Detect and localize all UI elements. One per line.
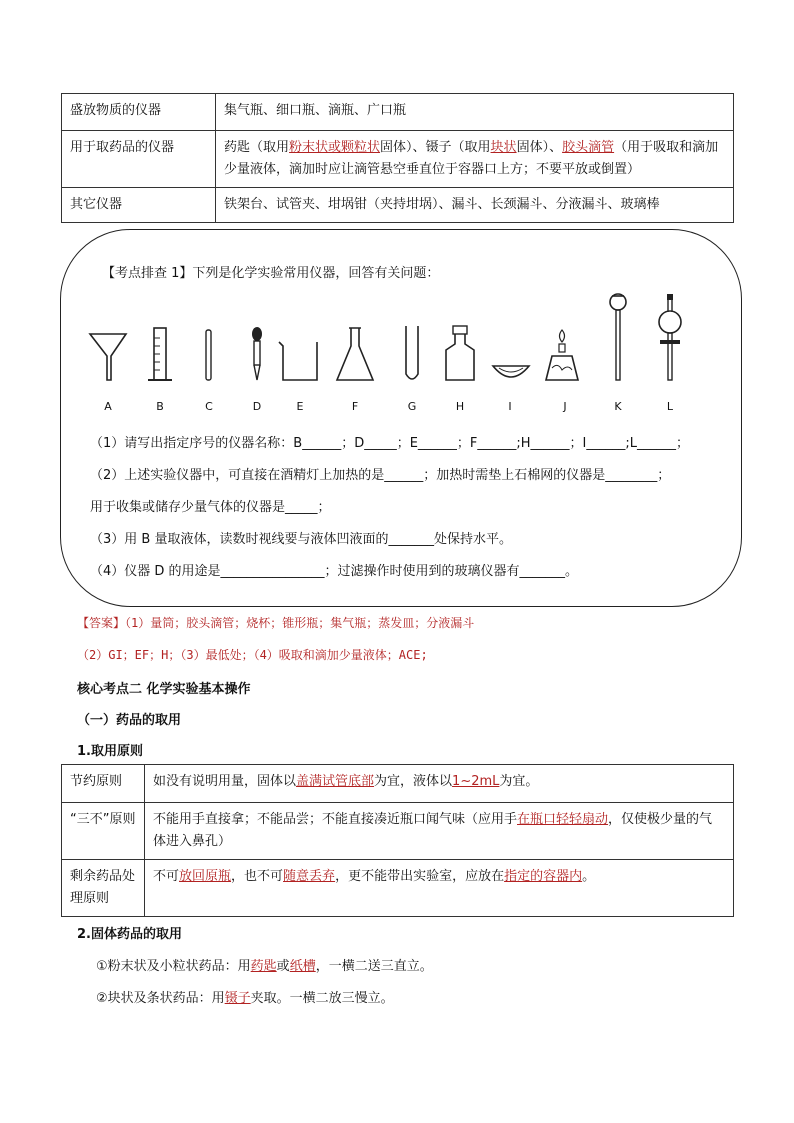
row-label: 用于取药品的仪器 bbox=[62, 131, 216, 188]
text-segment: 不能用手直接拿；不能品尝；不能直接凑近瓶口闻气味（应用手 bbox=[153, 812, 518, 827]
text-segment: ，也不可 bbox=[231, 869, 284, 884]
instrument-table bbox=[61, 93, 734, 223]
exam-box bbox=[60, 229, 742, 607]
row-label: “三不”原则 bbox=[62, 803, 145, 860]
underlined-term: 盖满试管底部 bbox=[296, 774, 375, 789]
text-segment: 或 bbox=[276, 959, 290, 974]
text-segment: 如没有说明用量，固体以 bbox=[153, 774, 297, 789]
section-heading: 核心考点二 化学实验基本操作 bbox=[77, 682, 251, 697]
label-b: B bbox=[156, 400, 164, 413]
long-neck-funnel-icon bbox=[594, 292, 642, 384]
separatory-funnel-icon bbox=[646, 292, 694, 384]
table-row bbox=[62, 860, 734, 917]
underlined-term: 指定的容器内 bbox=[504, 869, 583, 884]
table-row bbox=[62, 188, 734, 223]
answer-line-2: （2）GI；EF；H；（3）最低处；（4）吸取和滴加少量液体；ACE; bbox=[77, 648, 428, 662]
label-l: L bbox=[666, 400, 674, 413]
table-row bbox=[62, 94, 734, 131]
underlined-term: 块状 bbox=[490, 140, 517, 155]
row-content bbox=[145, 803, 734, 860]
label-h: H bbox=[455, 400, 465, 413]
solid-heading: 2.固体药品的取用 bbox=[77, 927, 182, 942]
row-label: 其它仪器 bbox=[62, 188, 216, 223]
underlined-term: 1~2mL bbox=[452, 774, 500, 789]
row-content bbox=[145, 860, 734, 917]
text-segment: 固体）、 bbox=[516, 140, 563, 155]
principle-heading: 1.取用原则 bbox=[77, 744, 143, 759]
question-4: （4）仪器 D 的用途是________________；过滤操作时使用到的玻璃仪器有_______。 bbox=[90, 564, 579, 579]
alcohol-lamp-icon bbox=[538, 322, 586, 384]
table-row bbox=[62, 765, 734, 803]
row-label: 盛放物质的仪器 bbox=[62, 94, 216, 131]
underlined-term: 随意丢弃 bbox=[283, 869, 336, 884]
solid-line-1 bbox=[96, 955, 433, 974]
label-i: I bbox=[508, 400, 512, 413]
text-segment: 铁架台、试管夹、坩埚钳（夹持坩埚）、漏斗、长颈漏斗、分液漏斗、玻璃棒 bbox=[224, 197, 660, 212]
label-e: E bbox=[296, 400, 304, 413]
text-segment: 为宜，液体以 bbox=[374, 774, 453, 789]
principle-table bbox=[61, 764, 734, 917]
text-segment: ，一横二送三直立。 bbox=[315, 959, 433, 974]
underlined-term: 胶头滴管 bbox=[562, 140, 615, 155]
evaporating-dish-icon bbox=[487, 322, 535, 384]
text-segment: ②块状及条状药品：用 bbox=[96, 991, 225, 1006]
text-segment: 集气瓶、细口瓶、滴瓶、广口瓶 bbox=[224, 103, 407, 118]
solid-line-2 bbox=[96, 987, 394, 1006]
text-segment: 为宜。 bbox=[499, 774, 539, 789]
test-tube-icon bbox=[388, 322, 436, 384]
row-content bbox=[216, 131, 734, 188]
label-a: A bbox=[104, 400, 112, 413]
underlined-term: 放回原瓶 bbox=[179, 869, 232, 884]
graduated-cylinder-icon bbox=[136, 322, 184, 384]
label-j: J bbox=[563, 400, 567, 413]
beaker-icon bbox=[275, 322, 323, 384]
label-c: C bbox=[205, 400, 213, 413]
text-segment: ，仅使极少量的气体进入鼻孔） bbox=[153, 812, 713, 849]
row-label: 节约原则 bbox=[62, 765, 145, 803]
table-row bbox=[62, 131, 734, 188]
question-1: （1）请写出指定序号的仪器名称：B______；D_____；E______；F______;H______；I______;L______； bbox=[90, 436, 690, 451]
text-segment: 不可 bbox=[153, 869, 180, 884]
glass-rod-icon bbox=[185, 322, 233, 384]
text-segment: 固体）、镊子（取用 bbox=[380, 140, 491, 155]
text-segment: ，更不能带出实验室，应放在 bbox=[335, 869, 505, 884]
question-2b: 用于收集或储存少量气体的仪器是_____； bbox=[90, 500, 331, 515]
label-g: G bbox=[407, 400, 417, 413]
label-f: F bbox=[351, 400, 359, 413]
subsection-heading: （一）药品的取用 bbox=[77, 713, 182, 728]
conical-flask-icon bbox=[331, 322, 379, 384]
question-2a: （2）上述实验仪器中，可直接在酒精灯上加热的是______；加热时需垫上石棉网的仪器是________； bbox=[90, 468, 671, 483]
underlined-term: 纸槽 bbox=[289, 959, 316, 974]
underlined-term: 药匙 bbox=[250, 959, 277, 974]
dropper-icon bbox=[233, 322, 281, 384]
row-content bbox=[216, 188, 734, 223]
label-d: D bbox=[252, 400, 262, 413]
gas-jar-icon bbox=[436, 322, 484, 384]
exam-title: 【考点排查 1】下列是化学实验常用仪器，回答有关问题： bbox=[102, 266, 440, 281]
underlined-term: 镊子 bbox=[224, 991, 251, 1006]
label-k: K bbox=[614, 400, 622, 413]
row-content bbox=[216, 94, 734, 131]
row-label: 剩余药品处理原则 bbox=[62, 860, 145, 917]
table-row bbox=[62, 803, 734, 860]
text-segment: 药匙（取用 bbox=[224, 140, 290, 155]
question-3: （3）用 B 量取液体，读数时视线要与液体凹液面的_______处保持水平。 bbox=[90, 532, 512, 547]
answer-line-1: 【答案】（1）量筒；胶头滴管；烧杯；锥形瓶；集气瓶；蒸发皿；分液漏斗 bbox=[77, 616, 475, 630]
row-content bbox=[145, 765, 734, 803]
text-segment: ①粉末状及小粒状药品：用 bbox=[96, 959, 251, 974]
text-segment: 夹取。一横二放三慢立。 bbox=[250, 991, 394, 1006]
text-segment: 。 bbox=[582, 869, 596, 884]
underlined-term: 在瓶口轻轻扇动 bbox=[517, 812, 609, 827]
funnel-icon bbox=[84, 322, 132, 384]
text-segment: （用于吸取和滴加少量液体，滴加时应让滴管悬空垂直位于容器口上方；不要平放或倒置） bbox=[224, 140, 719, 177]
underlined-term: 粉末状或颗粒状 bbox=[289, 140, 381, 155]
